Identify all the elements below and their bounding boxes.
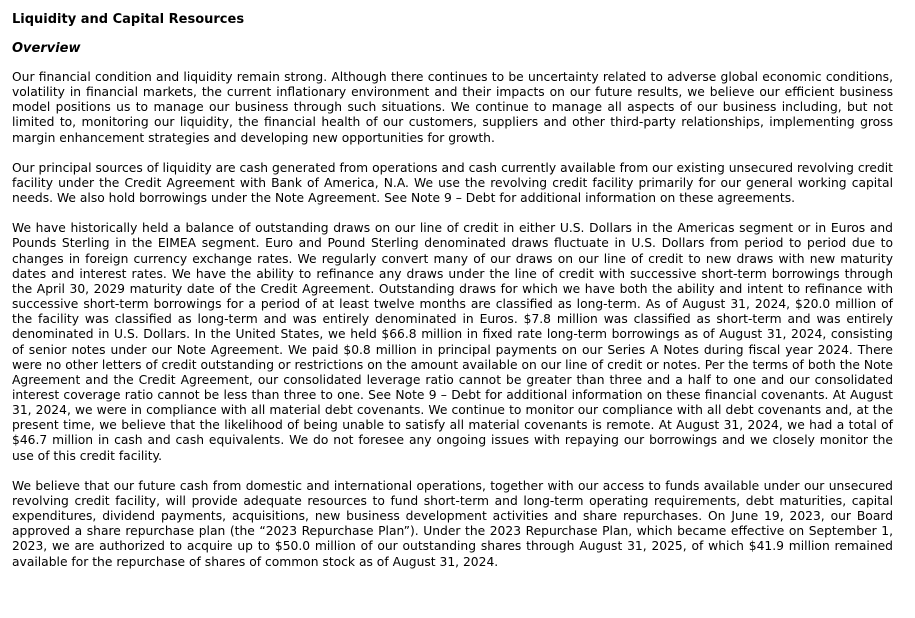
paragraph-financial-condition: Our financial condition and liquidity remain strong. Although there continues to be uncertainty related to adverse global economic conditions, volatility in financial markets, the current inflationary environment and their impacts on our future results, we believe our efficient business model positions us to manage our business through such situations. We continue to manage all aspects of our business including, but not limited to, monitoring our liquidity, the financial health of our customers, suppliers and other third-party relationships, implementing gross margin enhancement strategies and developing new opportunities for growth. <box>12 70 893 145</box>
paragraph-sources-of-liquidity: Our principal sources of liquidity are cash generated from operations and cash currently available from our existing unsecured revolving credit facility under the Credit Agreement with Bank of America, N.A. We use the revolving credit facility primarily for our general working capital needs. We also hold borrowings under the Note Agreement. See Note 9 – Debt for additional information on these agreements. <box>12 160 893 206</box>
section-title: Liquidity and Capital Resources <box>12 12 245 27</box>
subsection-title: Overview <box>12 41 81 56</box>
paragraph-line-of-credit: We have historically held a balance of outstanding draws on our line of credit in either U.S. Dollars in the Americas segment or in Euros and Pounds Sterling in the EIMEA segment. Euro and Pound Sterling denominated draws fluctuate in U.S. Dollars from period to period due to changes in foreign currency exchange rates. We regularly convert many of our draws on our line of credit to new draws with new maturity dates and interest rates. We have the ability to refinance any draws under the line of credit with successive short-term borrowings through the April 30, 2029 maturity date of the Credit Agreement. Outstanding draws for which we have both the ability and intent to refinance with successive short-term borrowings for a period of at least twelve months are classified as long-term. As of August 31, 2024, $20.0 million of the facility was classified as long-term and was entirely denominated in Euros. $7.8 million was classified as short-term and was entirely denominated in U.S. Dollars. In the United States, we held $66.8 million in fixed rate long-term borrowings as of August 31, 2024, consisting of senior notes under our Note Agreement. We paid $0.8 million in principal payments on our Series A Notes during fiscal year 2024. There were no other letters of credit outstanding or restrictions on the amount available on our line of credit or notes. Per the terms of both the Note Agreement and the Credit Agreement, our consolidated leverage ratio cannot be greater than three and a half to one and our consolidated interest coverage ratio cannot be less than three to one. See Note 9 – Debt for additional information on these financial covenants. At August 31, 2024, we were in compliance with all material debt covenants. We continue to monitor our compliance with all debt covenants and, at the present time, we believe that the likelihood of being unable to satisfy all material covenants is remote. At August 31, 2024, we had a total of $46.7 million in cash and cash equivalents. We do not foresee any ongoing issues with repaying our borrowings and we closely monitor the use of this credit facility. <box>12 221 893 463</box>
paragraph-future-cash: We believe that our future cash from domestic and international operations, together with our access to funds available under our unsecured revolving credit facility, will provide adequate resources to fund short-term and long-term operating requirements, debt maturities, capital expenditures, dividend payments, acquisitions, new business development activities and share repurchases. On June 19, 2023, our Board approved a share repurchase plan (the “2023 Repurchase Plan”). Under the 2023 Repurchase Plan, which became effective on September 1, 2023, we are authorized to acquire up to $50.0 million of our outstanding shares through August 31, 2025, of which $41.9 million remained available for the repurchase of shares of common stock as of August 31, 2024. <box>12 478 893 569</box>
